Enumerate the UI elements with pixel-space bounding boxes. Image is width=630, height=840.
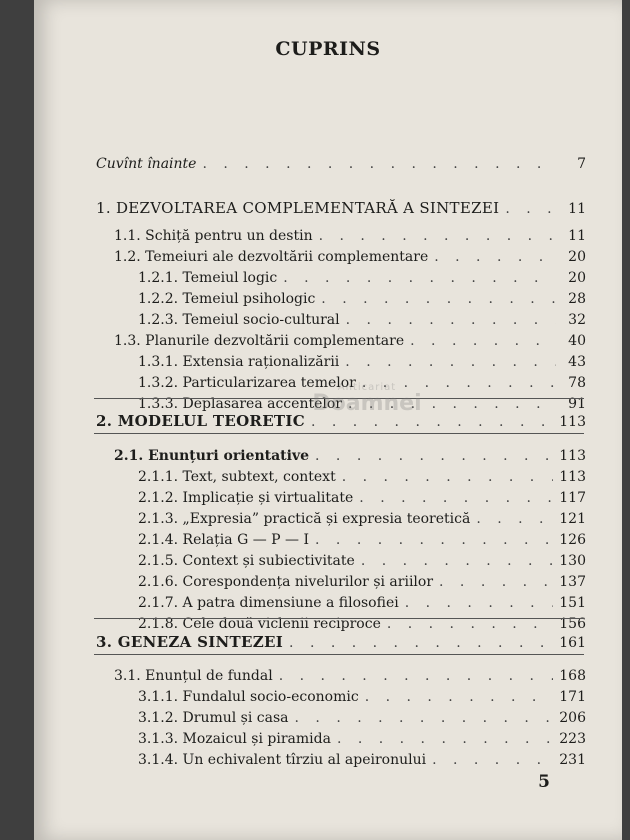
- divider-rule: [94, 433, 584, 434]
- toc-entry-label: Cuvînt înainte: [96, 156, 197, 172]
- toc-entry-label: 1.1. Schiță pentru un destin: [114, 228, 313, 244]
- toc-entry-label: 2.1.4. Relația G — P — I: [138, 532, 310, 548]
- toc-entry-label: 1. DEZVOLTAREA COMPLEMENTARĂ A SINTEZEI: [96, 199, 500, 217]
- leader-dots: [432, 752, 553, 768]
- toc-entry-page: 156: [559, 616, 586, 632]
- toc-entry-page: 20: [568, 249, 586, 265]
- toc-entry-page: 43: [568, 354, 586, 370]
- toc-entry-label: 2. MODELUL TEORETIC: [96, 412, 305, 430]
- leader-dots: [202, 156, 556, 172]
- toc-entry-page: 91: [568, 396, 586, 412]
- watermark-line2: Doamnei: [312, 391, 422, 416]
- toc-entry-subsection: [138, 744, 586, 768]
- toc-entry-page: 113: [559, 469, 586, 485]
- toc-entry-label: 2.1.2. Implicație și virtualitate: [138, 490, 354, 506]
- toc-entry-page: 40: [568, 333, 586, 349]
- toc-entry-page: 11: [568, 201, 586, 217]
- toc-entry-page: 113: [559, 448, 586, 464]
- toc-entry-page: 28: [568, 291, 586, 307]
- toc-entry-page: 113: [559, 414, 586, 430]
- page-number: 5: [538, 772, 550, 792]
- toc-entry-label: 2.1.5. Context și subiectivitate: [138, 553, 355, 569]
- toc-entry-page: 32: [568, 312, 586, 328]
- toc-entry-page: 130: [559, 553, 586, 569]
- toc-entry-chapter-3: [96, 627, 586, 651]
- toc-entry-page: 151: [559, 595, 586, 611]
- leader-dots: [289, 635, 553, 651]
- toc-entry-label: 1.2.1. Temeiul logic: [138, 270, 278, 286]
- toc-entry-chapter-2: [96, 406, 586, 430]
- watermark-line1: Anticariat: [337, 382, 397, 393]
- toc-entry-page: 168: [559, 668, 586, 684]
- toc-entry-page: 137: [559, 574, 586, 590]
- toc-entry-label: 3.1.3. Mozaicul și piramida: [138, 731, 331, 747]
- toc-entry-label: 2.1. Enunțuri orientative: [114, 448, 310, 464]
- toc-entry-label: 3.1.1. Fundalul socio-economic: [138, 689, 359, 705]
- toc-entry-page: 78: [568, 375, 586, 391]
- toc-entry-page: 206: [559, 710, 586, 726]
- toc-entry-label: 1.3.3. Deplasarea accentelor: [138, 396, 342, 412]
- toc-entry-label: 3.1. Enunțul de fundal: [114, 668, 273, 684]
- toc-entry-label: 3.1.2. Drumul și casa: [138, 710, 289, 726]
- toc-entry-page: 117: [559, 490, 586, 506]
- toc-entry-label: 2.1.1. Text, subtext, context: [138, 469, 336, 485]
- toc-entry-label: 1.3. Planurile dezvoltării complementare: [114, 333, 405, 349]
- toc-entry-label: 3.1.4. Un echivalent tîrziu al apeironului: [138, 752, 427, 768]
- toc-entry-label: 2.1.3. „Expresia” practică și expresia teoretică: [138, 511, 471, 527]
- toc-entry-label: 1.2.2. Temeiul psihologic: [138, 291, 316, 307]
- toc-entry-page: 161: [559, 635, 586, 651]
- toc-entry-page: 126: [559, 532, 586, 548]
- divider-rule: [94, 654, 584, 655]
- toc-entry-label: 2.1.7. A patra dimensiune a filosofiei: [138, 595, 399, 611]
- toc-entry-chapter-1: [96, 193, 586, 217]
- toc-entry-page: 223: [559, 731, 586, 747]
- toc-entry-label: 1.3.1. Extensia raționalizării: [138, 354, 340, 370]
- toc-entry-label: 3. GENEZA SINTEZEI: [96, 633, 284, 651]
- toc-entry-page: 11: [568, 228, 586, 244]
- divider-rule: [94, 618, 584, 619]
- book-page: [34, 0, 622, 840]
- divider-rule: [94, 398, 584, 399]
- leader-dots: [311, 414, 553, 430]
- toc-entry-label: 1.2.3. Temeiul socio-cultural: [138, 312, 340, 328]
- toc-entry-page: 20: [568, 270, 586, 286]
- toc-entry-label: 1.3.2. Particularizarea temelor: [138, 375, 356, 391]
- toc-entry-page: 7: [577, 156, 586, 172]
- toc-entry-page: 231: [559, 752, 586, 768]
- toc-entry-foreword: [96, 148, 586, 172]
- page-title: CUPRINS: [275, 38, 381, 60]
- toc-entry-label: 2.1.8. Cele două viclenii reciproce: [138, 616, 381, 632]
- toc-entry-page: 121: [559, 511, 586, 527]
- leader-dots: [505, 201, 556, 217]
- toc-entry-page: 171: [559, 689, 586, 705]
- toc-entry-label: 1.2. Temeiuri ale dezvoltării complementare: [114, 249, 429, 265]
- toc-entry-label: 2.1.6. Corespondența nivelurilor și ariilor: [138, 574, 434, 590]
